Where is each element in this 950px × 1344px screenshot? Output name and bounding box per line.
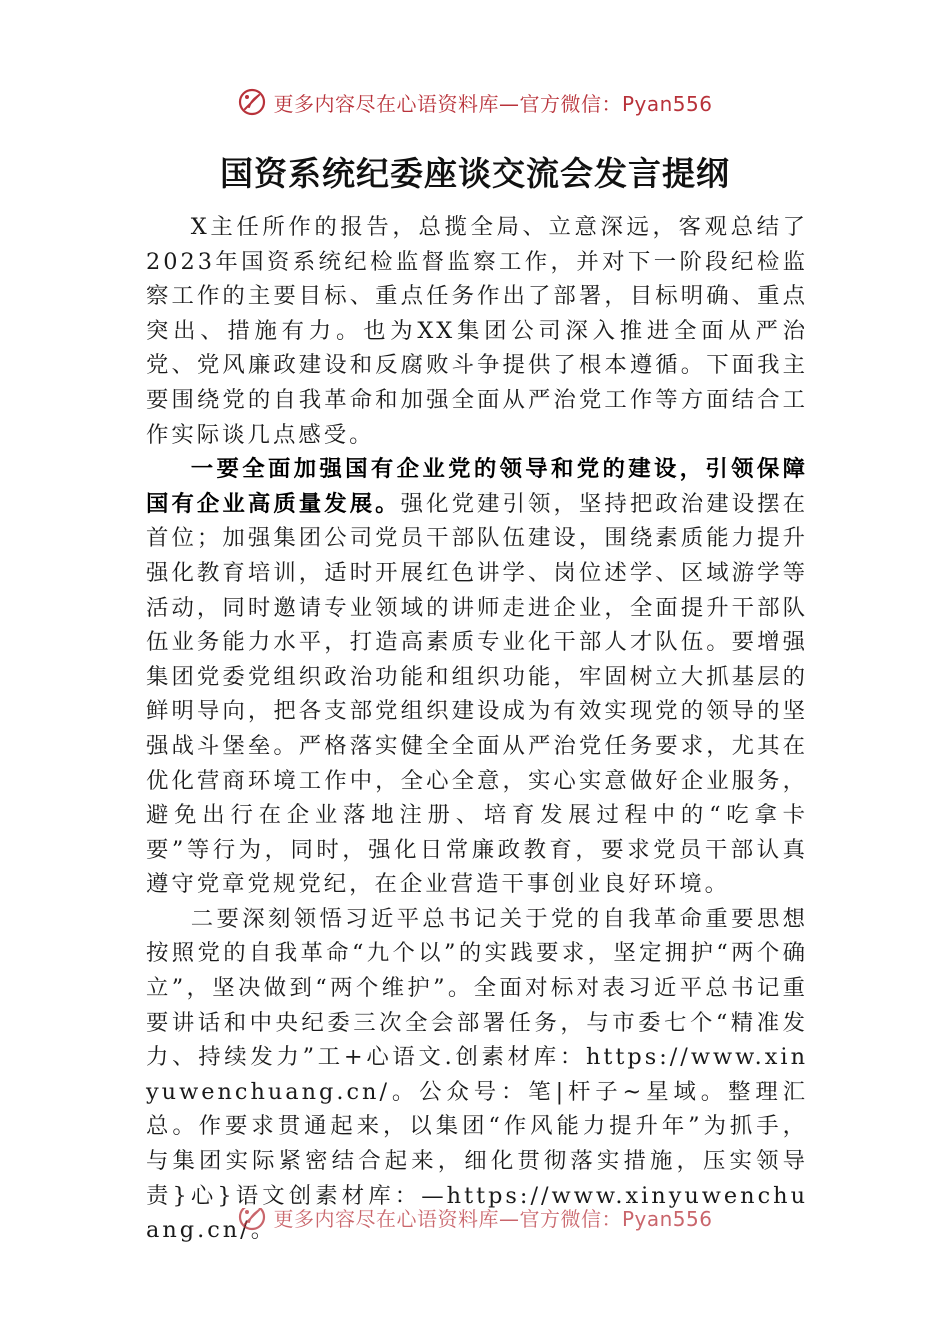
paragraph-2 [146, 452, 808, 902]
paragraph-3 [146, 902, 808, 1248]
document-body [146, 210, 808, 1248]
watermark-banner-bottom [0, 1208, 950, 1238]
document-title: 国资系统纪委座谈交流会发言提纲 [220, 154, 730, 193]
watermark-text: 更多内容尽在心语资料库—官方微信：Pyan556 [273, 91, 713, 116]
quill-circle-icon [237, 1208, 267, 1232]
watermark-text-bottom: 更多内容尽在心语资料库—官方微信：Pyan556 [273, 1208, 713, 1231]
paragraph-2-text: 强化党建引领，坚持把政治建设摆在首位；加强集团公司党员干部队伍建设，围绕素质能力提升强化教育培训，适时开展红色讲学、岗位述学、区域游学等活动，同时邀请专业领域的讲师走进企业，全面提升干部队伍业务能力水平，打造高素质专业化干部人才队伍。要增强集团党委党组织政治功能和组织功能，牢固树立大抓基层的鲜明导向，把各支部党组织建设成为有效实现党的领导的坚强战斗堡垒。严格落实健全全面从严治党任务要求，尤其在优化营商环境工作中，全心全意，实心实意做好企业服务，避免出行在企业落地注册、培育发展过程中的“吃拿卡要”等行为，同时，强化日常廉政教育，要求党员干部认真遵守党章党规党纪，在企业营造干事创业良好环境。 [146, 490, 809, 898]
paragraph-2-lead: 一要全面加强国有企业党的领导和党的建设，引领保障国有企业高质量发展。 [146, 456, 808, 517]
quill-circle-icon [237, 87, 267, 117]
paragraph-3-text: 二要深刻领悟习近平总书记关于党的自我革命重要思想按照党的自我革命“九个以”的实践要求，坚定拥护“两个确立”，坚决做到“两个维护”。全面对标对表习近平总书记重要讲话和中央纪委三次全会部署任务，与市委七个“精准发力、持续发力”工+心语文.创素材库：https://www.xinyuwenchuang.cn/。公众号：笔|杆子~星域。整理汇总。作要求贯通起来，以集团“作风能力提升年”为抓手，与集团实际紧密结合起来，细化贯彻落实措施，压实领导责}心}语文创素材库：—https://www.xinyuwenchuang.cn/。 [146, 905, 808, 1244]
watermark-banner-top [0, 84, 950, 120]
paragraph-1 [146, 210, 808, 452]
paragraph-1-text: X主任所作的报告，总揽全局、立意深远，客观总结了2023年国资系统纪检监督监察工作，并对下一阶段纪检监察工作的主要目标、重点任务作出了部署，目标明确、重点突出、措施有力。也为XX集团公司深入推进全面从严治党、党风廉政建设和反腐败斗争提供了根本遵循。下面我主要围绕党的自我革命和加强全面从严治党工作等方面结合工作实际谈几点感受。 [146, 214, 808, 448]
